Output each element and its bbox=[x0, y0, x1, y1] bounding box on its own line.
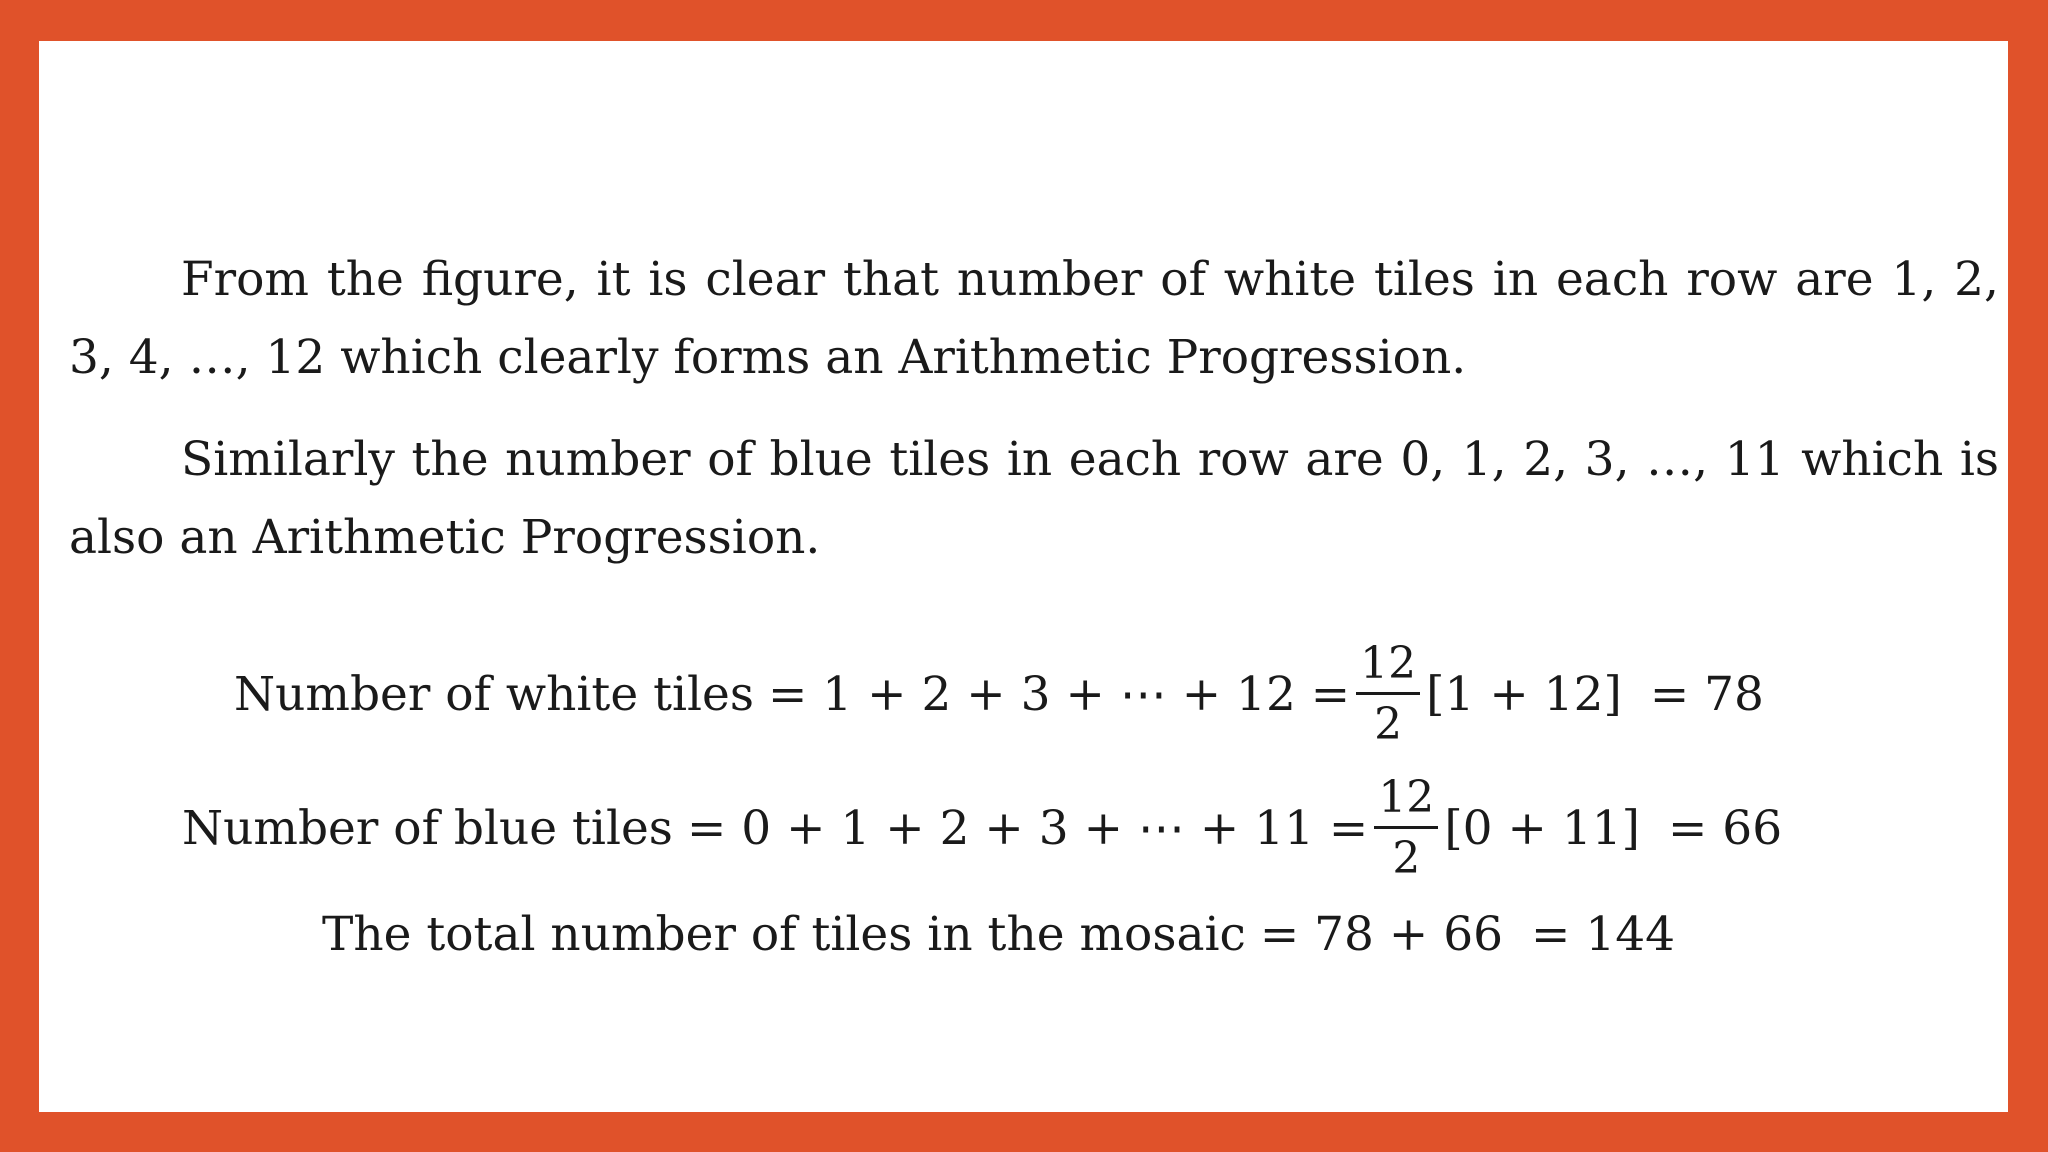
fraction-numerator: 12 bbox=[1374, 776, 1438, 829]
equation-blue-tiles bbox=[182, 763, 1782, 893]
equation-sum: = 1 + 2 + 3 + ⋯ + 12 = bbox=[767, 666, 1351, 722]
paragraph-text: From the figure, it is clear that number of white tiles in each row are 1, 2, 3, 4, …, 12 which clearly forms an Arithmetic Progression. bbox=[69, 252, 1999, 385]
fraction-denominator: 2 bbox=[1392, 832, 1421, 884]
fraction-numerator: 12 bbox=[1356, 642, 1420, 695]
equation-bracket: [1 + 12] bbox=[1426, 666, 1622, 722]
paragraph-text: Similarly the number of blue tiles in each row are 0, 1, 2, 3, …, 11 which is also an Arithmetic Progression. bbox=[69, 432, 1999, 565]
equation-sum: = 0 + 1 + 2 + 3 + ⋯ + 11 = bbox=[686, 800, 1369, 856]
equation-result: = 78 bbox=[1649, 666, 1764, 722]
paragraph-white-tiles bbox=[69, 241, 1999, 397]
equation-result: = 144 bbox=[1531, 906, 1676, 962]
equation-total-tiles bbox=[322, 899, 1675, 969]
paragraph-blue-tiles bbox=[69, 421, 1999, 577]
equation-bracket: [0 + 11] bbox=[1444, 800, 1640, 856]
equation-label: The total number of tiles in the mosaic bbox=[322, 906, 1246, 962]
equation-result: = 66 bbox=[1667, 800, 1783, 856]
fraction bbox=[1374, 771, 1438, 884]
content-card bbox=[39, 41, 2008, 1112]
equation-label: Number of white tiles bbox=[234, 666, 754, 722]
equation-white-tiles bbox=[234, 629, 1764, 759]
fraction bbox=[1356, 637, 1420, 750]
equation-label: Number of blue tiles bbox=[182, 800, 673, 856]
fraction-denominator: 2 bbox=[1374, 698, 1403, 750]
equation-expression: = 78 + 66 bbox=[1259, 906, 1504, 962]
